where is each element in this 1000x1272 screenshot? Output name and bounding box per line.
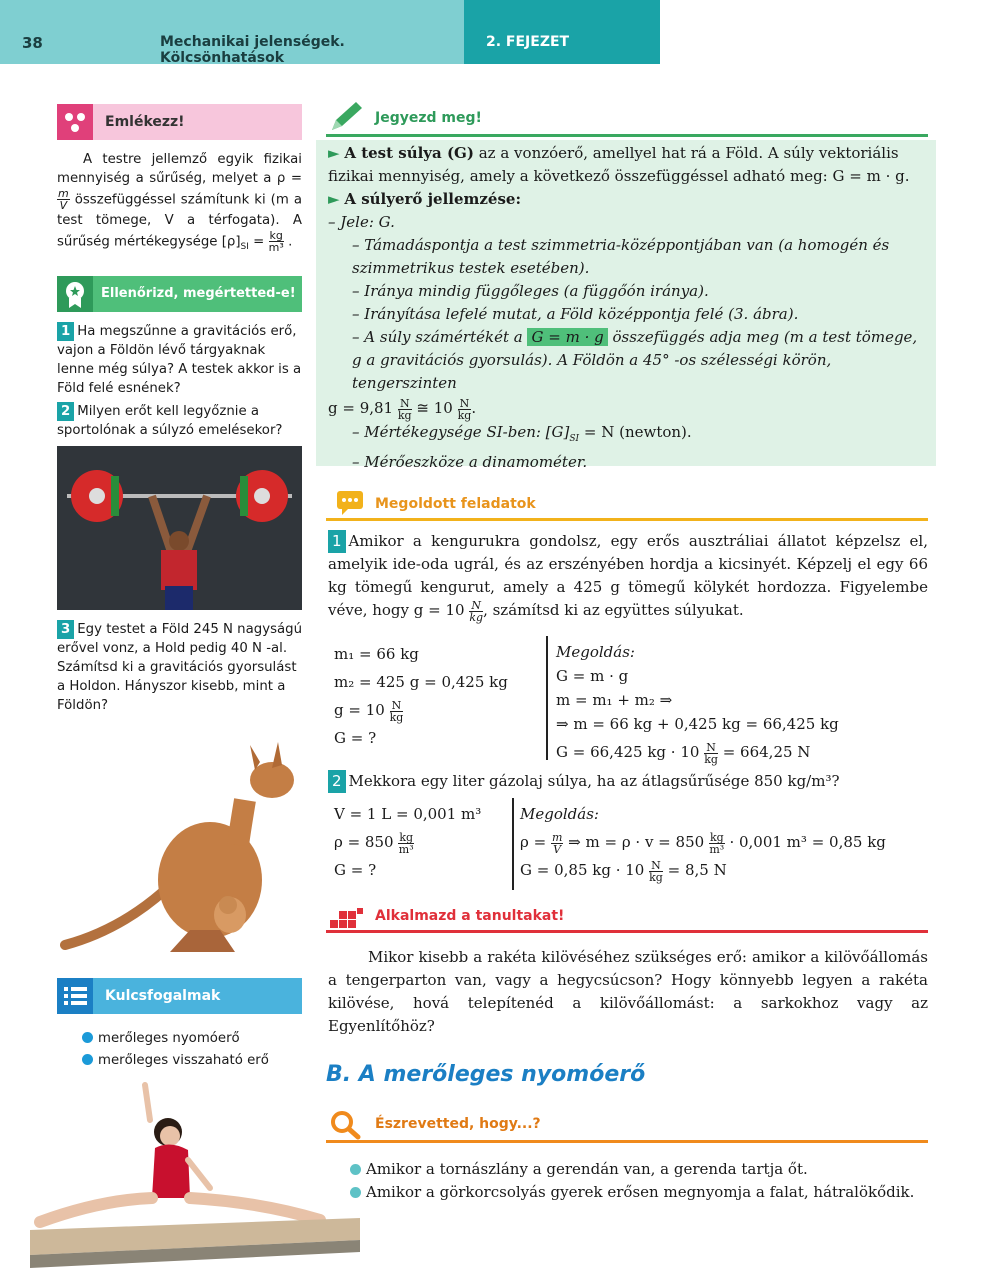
list-icon bbox=[57, 978, 93, 1014]
section-title: B. A merőleges nyomóerő bbox=[326, 1062, 646, 1087]
keyterm-text: merőleges visszaható erő bbox=[98, 1053, 269, 1068]
keyterms-heading bbox=[57, 978, 302, 1014]
sol-line: ⇒ m = 66 kg + 0,425 kg = 66,425 kg bbox=[556, 715, 839, 733]
sol-g: G = 0,85 kg · 10 bbox=[520, 861, 645, 879]
chapter-title: Mechanikai jelenségek. Kölcsönhatások bbox=[160, 34, 345, 66]
note-title: Jegyezd meg! bbox=[375, 110, 482, 126]
note-b2: – Támadáspontja a test szimmetria-középpontjában van (a homogén és szimmetrikus testek esetében). bbox=[352, 236, 890, 277]
note-rule bbox=[326, 134, 928, 137]
given-line: G = ? bbox=[334, 729, 377, 747]
note-b7a: – Mértékegysége SI-ben: [G] bbox=[352, 422, 570, 441]
q1-badge: 1 bbox=[57, 322, 74, 341]
task1-given bbox=[334, 640, 539, 752]
stairs-icon bbox=[330, 904, 370, 928]
gymnast-photo bbox=[30, 1080, 360, 1268]
kg-unit: kg bbox=[704, 752, 718, 766]
q3-badge: 3 bbox=[57, 620, 74, 639]
remember-text: A testre jellemző egyik fizikai mennyiség a sűrűség, melyet a ρ = $\frac{m}{V}$ összefüggéssel számítunk ki (m a test tömege, V a térfogata). A sűrűség mértékegysége $[\rho]_{SI}$ = $\frac{kg}{\text{m³}}$ . bbox=[57, 152, 302, 254]
note-b7sub: SI bbox=[569, 433, 580, 444]
noticed-text: Amikor a görkorcsolyás gyerek erősen megnyomja a falat, hátralökődik. bbox=[366, 1183, 915, 1201]
bullet-icon bbox=[82, 1032, 93, 1043]
given-line: m₂ = 425 g = 0,425 kg bbox=[334, 673, 508, 691]
remember-p2: összefüggéssel számítunk ki (m a test tömege, V a térfogata). A sűrűség mértékegysége [ρ] bbox=[57, 192, 302, 250]
flower-icon bbox=[57, 104, 93, 140]
sol-line bbox=[556, 740, 928, 765]
sol-g: G = 66,425 kg · 10 bbox=[556, 743, 700, 761]
keyterms-list bbox=[82, 1028, 302, 1072]
task2-solution bbox=[520, 800, 928, 884]
q2-badge: 2 bbox=[57, 402, 74, 421]
remember-title: Emlékezz! bbox=[105, 114, 185, 130]
task1-text: Amikor a kengurukra gondolsz, egy erős ausztráliai állatot képzelsz el, amelyik ide-oda ugrál, és az erszényében hordja a kicsinyét. Képzelj el egy 66 kg tömegű kengurut, amely a 425 g tömegű kölykét hordozza. Figyelembe véve, hogy g = 10 bbox=[328, 532, 928, 619]
n-unit: N bbox=[704, 742, 718, 754]
page-header bbox=[0, 0, 464, 64]
kangaroo-illustration bbox=[60, 740, 310, 960]
magnifier-icon bbox=[330, 1110, 362, 1140]
kg-unit: kg bbox=[649, 870, 663, 884]
weightlifter-photo bbox=[57, 446, 302, 610]
n-unit: N bbox=[398, 398, 412, 410]
given-line: V = 1 L = 0,001 m³ bbox=[334, 805, 482, 823]
solution-label: Megoldás: bbox=[556, 643, 635, 661]
g-approx: ≅ 10 bbox=[416, 399, 453, 417]
task1-badge: 1 bbox=[328, 530, 346, 553]
apply-rule bbox=[326, 930, 928, 933]
frac-den: V bbox=[553, 842, 562, 856]
given-line: G = ? bbox=[334, 861, 377, 879]
task2-given bbox=[334, 800, 514, 884]
note-b4: – Irányítása lefelé mutat, a Föld középpontja felé (3. ábra). bbox=[352, 305, 799, 323]
noticed-list bbox=[350, 1158, 940, 1204]
given-line bbox=[334, 696, 539, 724]
check-q2 bbox=[57, 402, 302, 440]
q3-text: Egy testet a Föld 245 N nagyságú erővel vonz, a Hold pedig 40 N -al. Számítsd ki a gravitációs gyorsulást a Holdon. Hányszor kisebb, mint a Földön? bbox=[57, 622, 303, 713]
task1-solution bbox=[556, 640, 928, 765]
task1 bbox=[328, 530, 928, 623]
sol-line: m = m₁ + m₂ ⇒ bbox=[556, 691, 673, 709]
check-q1 bbox=[57, 322, 302, 398]
divider bbox=[512, 798, 514, 890]
remember-heading bbox=[57, 104, 302, 140]
frac-num: m bbox=[551, 830, 563, 844]
note-l1b: az a vonzóerő, amellyel hat rá a Föld. A súly vektoriális fizikai mennyiség, amely a következő összefüggéssel adható meg: G = m · g. bbox=[328, 144, 910, 185]
noticed-title: Észrevetted, hogy...? bbox=[375, 1116, 541, 1132]
note-b5 bbox=[328, 326, 926, 395]
n-unit: N bbox=[469, 600, 483, 612]
frac-num: m bbox=[58, 187, 69, 200]
g-value: g = 9,81 bbox=[328, 399, 394, 417]
note-b6: g = 9,81 $\frac{N}{kg}$ ≅ 10 $\frac{N}{kg}$ . bbox=[328, 396, 477, 422]
check-title: Ellenőrizd, megértetted-e! bbox=[101, 286, 296, 301]
apply-title: Alkalmazd a tanultakat! bbox=[375, 908, 565, 924]
remember-sub: SI bbox=[240, 242, 249, 253]
note-line1: ► A test súlya (G) az a vonzóerő, amellyel hat rá a Föld. A súly vektoriális fizikai mennyiség, amely a következő összefüggéssel adható meg: G = m · g. bbox=[328, 144, 910, 185]
chapter-tab bbox=[464, 0, 660, 64]
note-line2: ► A súlyerő jellemzése: bbox=[328, 190, 521, 208]
m3-unit: m³ bbox=[398, 842, 414, 856]
divider bbox=[546, 636, 548, 760]
note-b5a: – A súly számértékét a bbox=[352, 328, 523, 346]
unit-num: kg bbox=[269, 229, 283, 242]
weight-term: A test súlya (G) bbox=[344, 144, 474, 162]
task2-badge: 2 bbox=[328, 770, 346, 793]
check-q3 bbox=[57, 620, 302, 715]
note-l2: A súlyerő jellemzése: bbox=[344, 190, 521, 208]
bullet-icon bbox=[82, 1054, 93, 1065]
frac-den: V bbox=[59, 199, 68, 212]
n-unit: N bbox=[649, 860, 663, 872]
keyterm-text: merőleges nyomóerő bbox=[98, 1031, 240, 1046]
sol-m: ⇒ m = ρ · v = 850 bbox=[568, 833, 705, 851]
formula-highlight: G = m · g bbox=[527, 328, 607, 346]
kg-unit: kg bbox=[389, 710, 404, 724]
sol-mass: · 0,001 m³ = 0,85 kg bbox=[729, 833, 886, 851]
sol-line bbox=[520, 856, 928, 884]
note-b7b: = N (newton). bbox=[579, 422, 692, 441]
n-unit: N bbox=[390, 700, 404, 712]
solved-rule bbox=[326, 518, 928, 521]
keyterm-item bbox=[82, 1028, 302, 1050]
pencil-icon bbox=[326, 100, 366, 136]
chapter-label: 2. FEJEZET bbox=[486, 34, 570, 50]
bullet-icon bbox=[350, 1164, 361, 1175]
note-b3: – Iránya mindig függőleges (a függőón iránya). bbox=[352, 282, 709, 300]
given-line: m₁ = 66 kg bbox=[334, 645, 419, 663]
page-number: 38 bbox=[22, 34, 43, 52]
keyterm-item bbox=[82, 1050, 302, 1072]
note-b8: – Mérőeszköze a dinamométer. bbox=[352, 452, 588, 471]
noticed-rule bbox=[326, 1140, 928, 1143]
check-heading bbox=[57, 276, 302, 312]
sol-rho: ρ = bbox=[520, 833, 547, 851]
sol-line: G = m · g bbox=[556, 667, 629, 685]
q2-text: Milyen erőt kell legyőznie a sportolónak a súlyzó emelésekor? bbox=[57, 404, 283, 438]
note-b7 bbox=[328, 421, 926, 451]
kg-unit: kg bbox=[457, 408, 472, 422]
task1-text-b: , számítsd ki az együttes súlyukat. bbox=[483, 601, 744, 619]
note-b1: – Jele: G. bbox=[328, 213, 395, 231]
n-unit: N bbox=[458, 398, 472, 410]
task2 bbox=[328, 770, 928, 793]
given-line bbox=[334, 828, 514, 856]
remember-eq: = bbox=[248, 234, 265, 250]
note-b5b: összefüggés adja meg (m a test tömege, g a gravitációs gyorsulás). A Földön a 45° -os szélességi körön, tengerszinten bbox=[352, 328, 918, 392]
m3-unit: m³ bbox=[709, 842, 725, 856]
noticed-text: Amikor a tornászlány a gerendán van, a gerenda tartja őt. bbox=[366, 1160, 808, 1178]
solution-label: Megoldás: bbox=[520, 805, 599, 823]
given-g: g = 10 bbox=[334, 701, 385, 719]
task2-text: Mekkora egy liter gázolaj súlya, ha az átlagsűrűsége 850 kg/m³? bbox=[348, 772, 840, 790]
speech-bubble-icon bbox=[336, 490, 364, 516]
apply-text: Mikor kisebb a rakéta kilövéséhez szükséges erő: amikor a kilövőállomás a tengerparton van, vagy a hegycsúcson? Hogy könnyebb legyen a rakéta kilövése, hová telepítenéd a kilövőállomást: a sarkokhoz vagy az Egyenlítőhöz? bbox=[328, 948, 928, 1035]
q1-text: Ha megszűnne a gravitációs erő, vajon a Földön lévő tárgyaknak lenne még súlya? A testek akkor is a Föld felé esnének? bbox=[57, 324, 302, 396]
kg-unit: kg bbox=[469, 610, 484, 624]
unit-den: m³ bbox=[268, 241, 284, 254]
sol-result: = 8,5 N bbox=[667, 861, 727, 879]
kg-unit: kg bbox=[397, 408, 412, 422]
given-rho: ρ = 850 bbox=[334, 833, 394, 851]
noticed-item bbox=[350, 1181, 940, 1204]
bullet-icon bbox=[350, 1187, 361, 1198]
noticed-item bbox=[350, 1158, 940, 1181]
kg-unit: kg bbox=[399, 830, 414, 844]
sol-line bbox=[520, 828, 928, 856]
solved-title: Megoldott feladatok bbox=[375, 496, 536, 512]
keyterms-title: Kulcsfogalmak bbox=[105, 988, 221, 1004]
sol-result: = 664,25 N bbox=[722, 743, 811, 761]
kg-unit: kg bbox=[709, 830, 724, 844]
note-box bbox=[316, 140, 936, 471]
badge-icon bbox=[57, 276, 93, 312]
remember-p1: A testre jellemző egyik fizikai mennyiség a sűrűség, melyet a ρ = bbox=[57, 152, 302, 186]
